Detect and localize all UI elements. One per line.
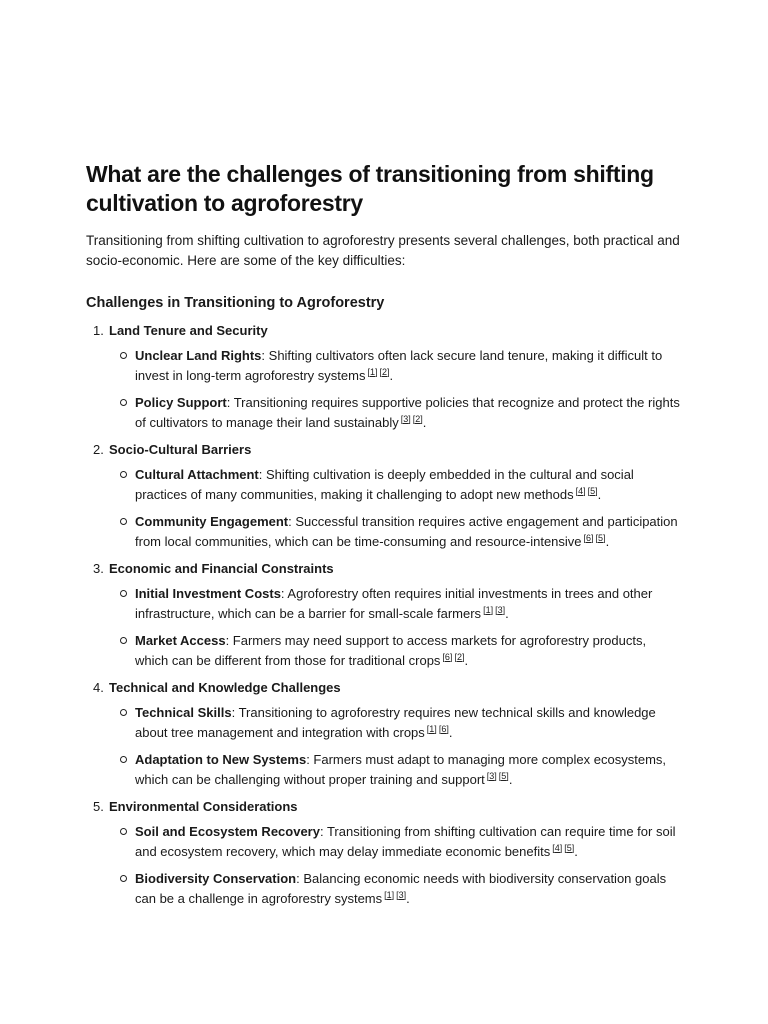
section-number: 4. (93, 680, 104, 695)
list-item (135, 512, 682, 552)
list-item (135, 393, 682, 433)
item-text: : Agroforestry often requires initial investments in trees and other infrastructure, which can be a barrier for small-scale farmers (135, 586, 653, 621)
citation-link[interactable]: [4] (552, 842, 563, 853)
item-text: : Shifting cultivators often lack secure land tenure, making it difficult to invest in long-term agroforestry systems (135, 348, 663, 383)
section-title: Socio-Cultural Barriers (109, 442, 252, 457)
citation-link[interactable]: [2] (454, 651, 465, 662)
item-text: : Shifting cultivation is deeply embedded in the cultural and social practices of many communities, making it challenging to adopt new methods (135, 467, 634, 502)
citation-link[interactable]: [1] (483, 604, 494, 615)
item-term: Biodiversity Conservation (135, 871, 297, 886)
section-number: 1. (93, 323, 104, 338)
citation-link[interactable]: [5] (498, 770, 509, 781)
citation-link[interactable]: [6] (583, 532, 594, 543)
citation-link[interactable]: [3] (495, 604, 506, 615)
challenge-items (86, 346, 682, 433)
item-text: : Transitioning from shifting cultivation can require time for soil and ecosystem recovery, which may delay immediate economic benefits (135, 824, 676, 859)
item-term: Technical Skills (135, 705, 232, 720)
list-item (135, 631, 682, 671)
section-header (86, 797, 682, 817)
section-title: Environmental Considerations (109, 799, 298, 814)
challenge-list (86, 321, 682, 909)
citation-link[interactable]: [2] (412, 413, 423, 424)
list-item (135, 465, 682, 505)
section-number: 2. (93, 442, 104, 457)
list-item (135, 822, 682, 862)
citation-link[interactable]: [3] (486, 770, 497, 781)
sentence-end: . (464, 653, 469, 668)
sentence-end: . (508, 772, 513, 787)
citation-link[interactable]: [3] (400, 413, 411, 424)
item-term: Cultural Attachment (135, 467, 259, 482)
challenge-section (86, 440, 682, 552)
challenge-section (86, 797, 682, 909)
item-text: : Farmers may need support to access markets for agroforestry products, which can be different from those for traditional crops (135, 633, 647, 668)
list-item (135, 346, 682, 386)
section-title: Economic and Financial Constraints (109, 561, 334, 576)
citation-link[interactable]: [2] (379, 366, 390, 377)
item-text: : Successful transition requires active engagement and participation from local communities, which can be time-consuming and resource-intensive (135, 514, 678, 549)
list-item (135, 584, 682, 624)
citation-link[interactable]: [3] (396, 889, 407, 900)
item-term: Adaptation to New Systems (135, 752, 307, 767)
citation-link[interactable]: [1] (367, 366, 378, 377)
item-text: : Transitioning to agroforestry requires new technical skills and knowledge about tree management and integration with crops (135, 705, 656, 740)
section-heading: Challenges in Transitioning to Agroforestry (86, 295, 385, 311)
sentence-end: . (605, 534, 610, 549)
item-text: : Farmers must adapt to managing more complex ecosystems, which can be challenging without proper training and support (135, 752, 667, 787)
challenge-items (86, 584, 682, 671)
challenge-items (86, 703, 682, 790)
section-header (86, 559, 682, 579)
citation-link[interactable]: [5] (587, 485, 598, 496)
item-term: Community Engagement (135, 514, 289, 529)
item-text: : Transitioning requires supportive policies that recognize and protect the rights of cultivators to manage their land sustainably (135, 395, 680, 430)
section-number: 3. (93, 561, 104, 576)
item-term: Market Access (135, 633, 226, 648)
citation-link[interactable]: [5] (564, 842, 575, 853)
citation-link[interactable]: [5] (595, 532, 606, 543)
item-text: : Balancing economic needs with biodiversity conservation goals can be a challenge in agroforestry systems (135, 871, 667, 906)
challenge-section (86, 559, 682, 671)
challenge-section (86, 321, 682, 433)
section-header (86, 440, 682, 460)
sentence-end: . (574, 844, 578, 859)
item-term: Policy Support (135, 395, 227, 410)
sentence-end: . (422, 415, 427, 430)
citation-link[interactable]: [6] (438, 723, 449, 734)
section-title: Technical and Knowledge Challenges (109, 680, 341, 695)
item-term: Soil and Ecosystem Recovery (135, 824, 320, 839)
section-header (86, 678, 682, 698)
section-header (86, 321, 682, 341)
sentence-end: . (406, 891, 410, 906)
intro-paragraph: Transitioning from shifting cultivation to agroforestry presents several challenges, both practical and socio-economic. Here are some of the key difficulties: (86, 233, 680, 268)
challenge-items (86, 465, 682, 552)
citation-link[interactable]: [6] (442, 651, 453, 662)
citation-link[interactable]: [4] (575, 485, 586, 496)
item-term: Unclear Land Rights (135, 348, 262, 363)
sentence-end: . (389, 368, 394, 383)
citation-link[interactable]: [1] (384, 889, 395, 900)
citation-link[interactable]: [1] (426, 723, 437, 734)
challenge-items (86, 822, 682, 909)
sentence-end: . (448, 725, 453, 740)
item-term: Initial Investment Costs (135, 586, 281, 601)
sentence-end: . (597, 487, 602, 502)
section-number: 5. (93, 799, 104, 814)
list-item (135, 703, 682, 743)
challenge-section (86, 678, 682, 790)
page-title: What are the challenges of transitioning from shifting cultivation to agroforestry (86, 161, 654, 216)
sentence-end: . (505, 606, 509, 621)
section-title: Land Tenure and Security (109, 323, 268, 338)
list-item (135, 750, 682, 790)
list-item (135, 869, 682, 909)
